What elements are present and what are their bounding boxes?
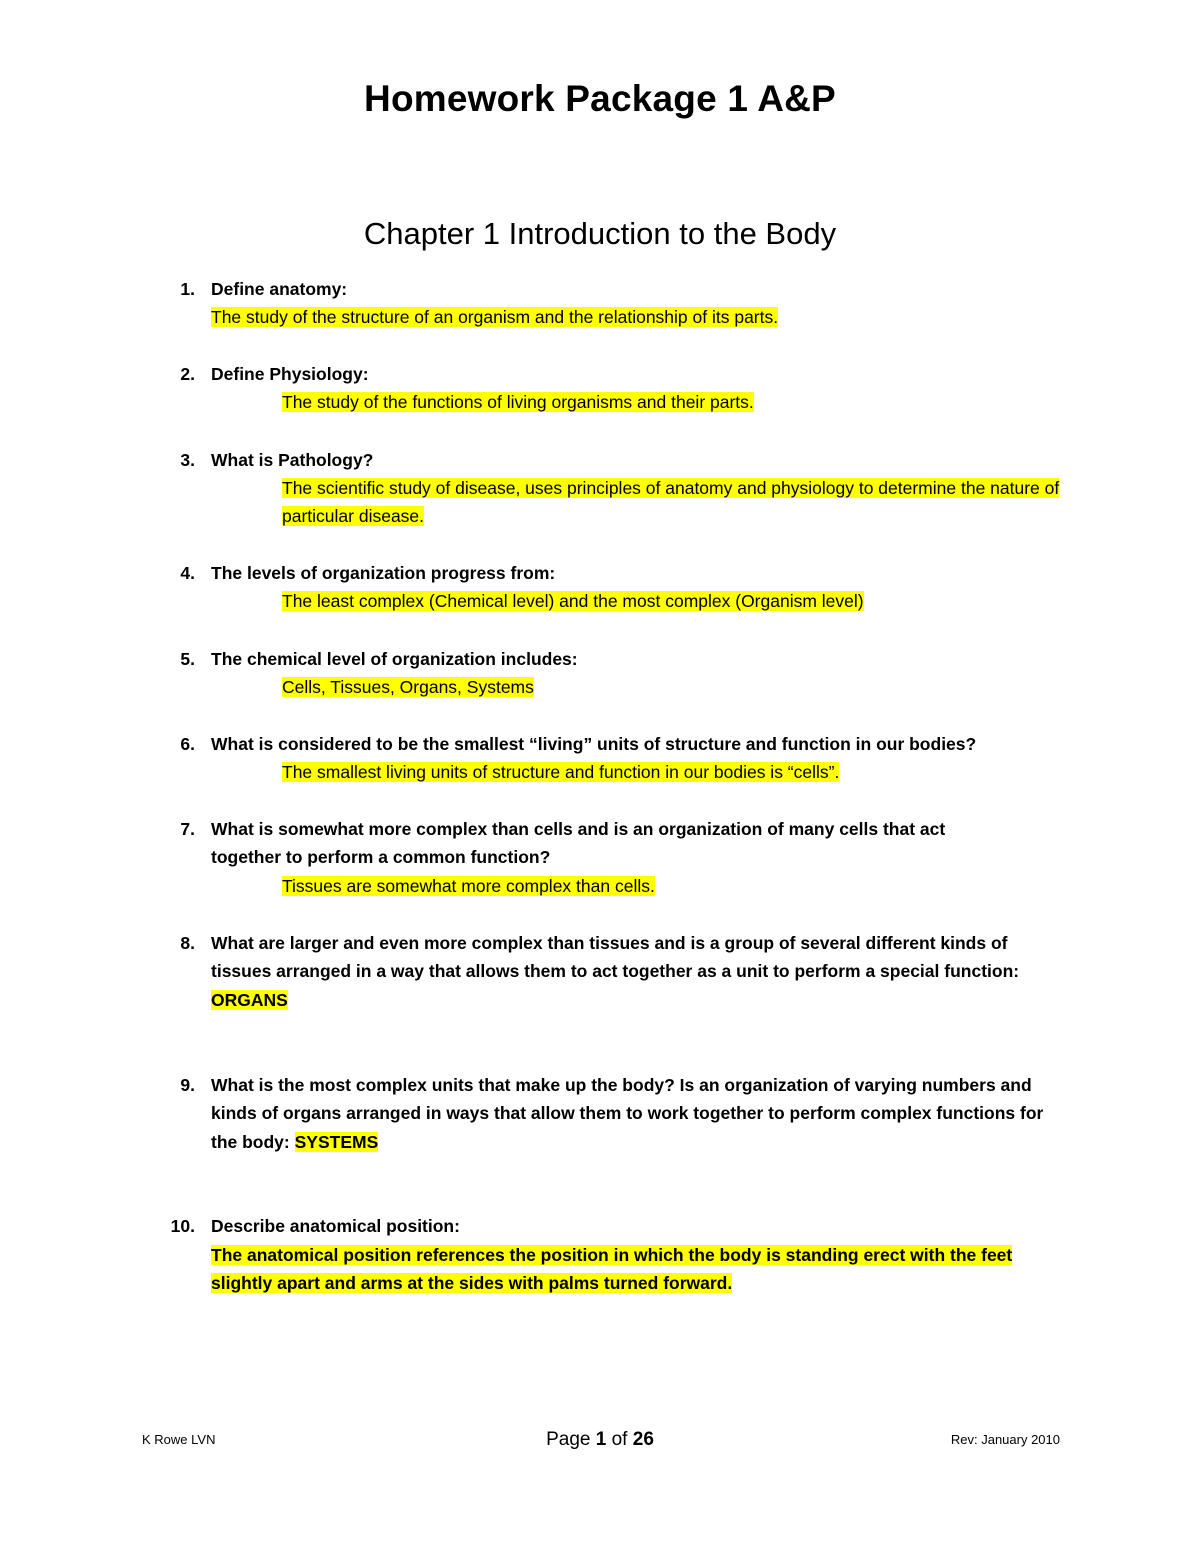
answer-highlight: The smallest living units of structure and function in our bodies is “cells”. <box>282 762 840 782</box>
question-text <box>211 1071 1071 1156</box>
question-text <box>211 929 1061 1014</box>
answer-text <box>282 474 1062 531</box>
question-number: 1. <box>180 279 195 299</box>
chapter-heading: Chapter 1 Introduction to the Body <box>363 216 837 251</box>
answer-highlight: ORGANS <box>211 989 288 1010</box>
answer-text <box>282 673 1102 701</box>
question-text: The chemical level of organization includes: <box>211 649 578 669</box>
question-number: 8. <box>180 933 195 953</box>
answer-text <box>282 872 1102 900</box>
question-text-body: What are larger and even more complex than tissues and is a group of several different kinds of tissues arranged in a way that allows them to act together as a unit to perform a special function: <box>211 933 1020 982</box>
answer-highlight: The least complex (Chemical level) and the most complex (Organism level) <box>282 591 864 611</box>
footer-of-word: of <box>611 1429 628 1450</box>
question-number: 10. <box>170 1216 195 1236</box>
question-text: The levels of organization progress from: <box>211 563 556 583</box>
footer-page-current: 1 <box>595 1429 607 1450</box>
answer-highlight: The anatomical position references the position in which the body is standing erect with the feet slightly apart and arms at the sides with palms turned forward. <box>211 1245 1013 1294</box>
answer-highlight: Tissues are somewhat more complex than cells. <box>282 876 655 896</box>
answer-text <box>282 758 1102 786</box>
answer-highlight: The scientific study of disease, uses principles of anatomy and physiology to determine the nature of particular disease. <box>282 478 1060 527</box>
question-number: 7. <box>180 819 195 839</box>
answer-text <box>282 388 1102 416</box>
answer-highlight: SYSTEMS <box>294 1131 379 1152</box>
question-number: 2. <box>180 364 195 384</box>
answer-highlight: The study of the structure of an organism and the relationship of its parts. <box>211 307 779 327</box>
answer-text <box>211 303 1031 331</box>
question-text: Describe anatomical position: <box>211 1216 460 1236</box>
question-text-body: What is the most complex units that make up the body? Is an organization of varying numbers and kinds of organs arranged in ways that allow them to work together to perform complex functions for the body: <box>211 1075 1044 1152</box>
question-number: 3. <box>180 450 195 470</box>
answer-highlight: The study of the functions of living organisms and their parts. <box>282 392 754 412</box>
question-number: 9. <box>180 1075 195 1095</box>
question-text: What is considered to be the smallest “living” units of structure and function in our bodies? <box>211 734 977 754</box>
footer-page-word: Page <box>546 1429 591 1450</box>
answer-highlight: Cells, Tissues, Organs, Systems <box>282 677 534 697</box>
question-text: What is somewhat more complex than cells and is an organization of many cells that act together to perform a common function? <box>211 819 946 868</box>
page-title: Homework Package 1 A&P <box>364 78 836 119</box>
question-number: 5. <box>180 649 195 669</box>
footer-revision: Rev: January 2010 <box>950 1432 1060 1447</box>
answer-text <box>282 587 1102 615</box>
question-number: 4. <box>180 563 195 583</box>
question-text: Define anatomy: <box>211 279 348 299</box>
question-number: 6. <box>180 734 195 754</box>
answer-text <box>211 1241 1051 1298</box>
question-text: Define Physiology: <box>211 364 369 384</box>
footer-page-total: 26 <box>632 1429 654 1450</box>
question-text: What is Pathology? <box>211 450 374 470</box>
footer-author: K Rowe LVN <box>142 1432 216 1447</box>
